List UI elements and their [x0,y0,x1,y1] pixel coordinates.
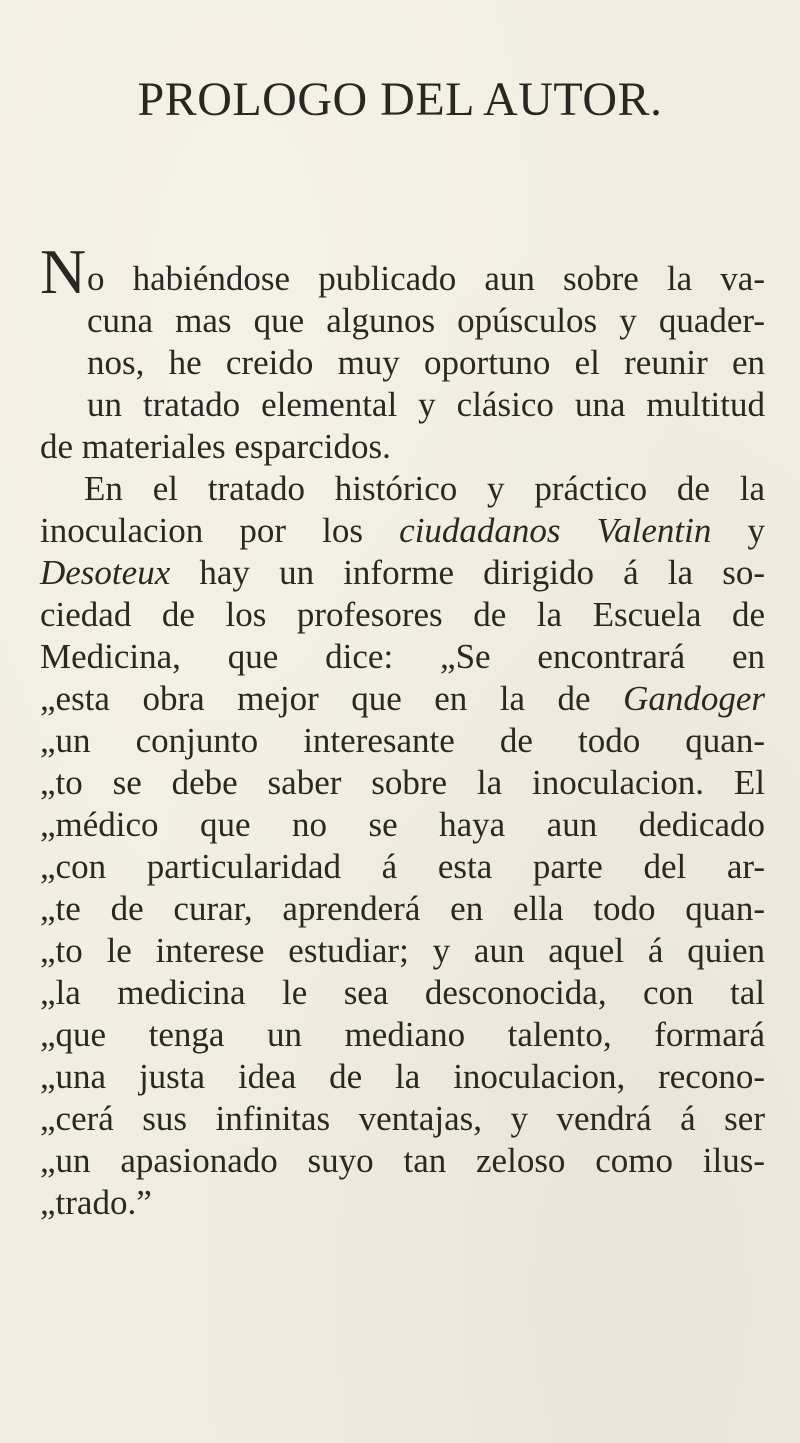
text-line: nos, he creido muy oportuno el reunir en [87,343,765,382]
text-line: „médico que no se haya aun dedicado [40,805,765,844]
text-line: „que tenga un mediano talento, formará [40,1015,765,1054]
italic-name: Gandoger [623,679,765,718]
paragraph-1-opening [87,258,765,426]
text-line: cuna mas que algunos opúsculos y quader- [87,301,765,340]
text-line: Medicina, que dice: „Se encontrará en [40,637,765,676]
page-title: PROLOGO DEL AUTOR. [137,73,663,126]
text-line: Desoteux hay un informe dirigido á la so- [40,553,765,592]
text-line: „la medicina le sea desconocida, con tal [40,973,765,1012]
text-line: de materiales esparcidos. [40,427,391,466]
italic-name: ciudadanos Valentin [399,511,712,550]
drop-cap: N [40,236,87,307]
text-line: ciedad de los profesores de la Escuela de [40,595,765,634]
text-line: „un apasionado suyo tan zeloso como ilus- [40,1141,765,1180]
text-line: „to se debe saber sobre la inoculacion. El [40,763,765,802]
text-line: „to le interese estudiar; y aun aquel á quien [40,931,765,970]
italic-name: Desoteux [40,553,171,592]
text-line: „esta obra mejor que en la de Gandoger [40,679,765,718]
text-line: „trado.” [40,1183,152,1222]
text-line: En el tratado histórico y práctico de la [84,469,765,508]
text-line: „con particularidad á esta parte del ar- [40,847,765,886]
text-line: un tratado elemental y clásico una multitud [87,385,765,424]
body-text [40,426,765,1224]
text-line: „cerá sus infinitas ventajas, y vendrá á ser [40,1099,765,1138]
text-line: „un conjunto interesante de todo quan- [40,721,765,760]
text-line: o habiéndose publicado aun sobre la va- [87,259,765,298]
text-line: inoculacion por los ciudadanos Valentin y [40,511,765,550]
text-line: „te de curar, aprenderá en ella todo quan- [40,889,765,928]
text-line: „una justa idea de la inoculacion, recono- [40,1057,765,1096]
